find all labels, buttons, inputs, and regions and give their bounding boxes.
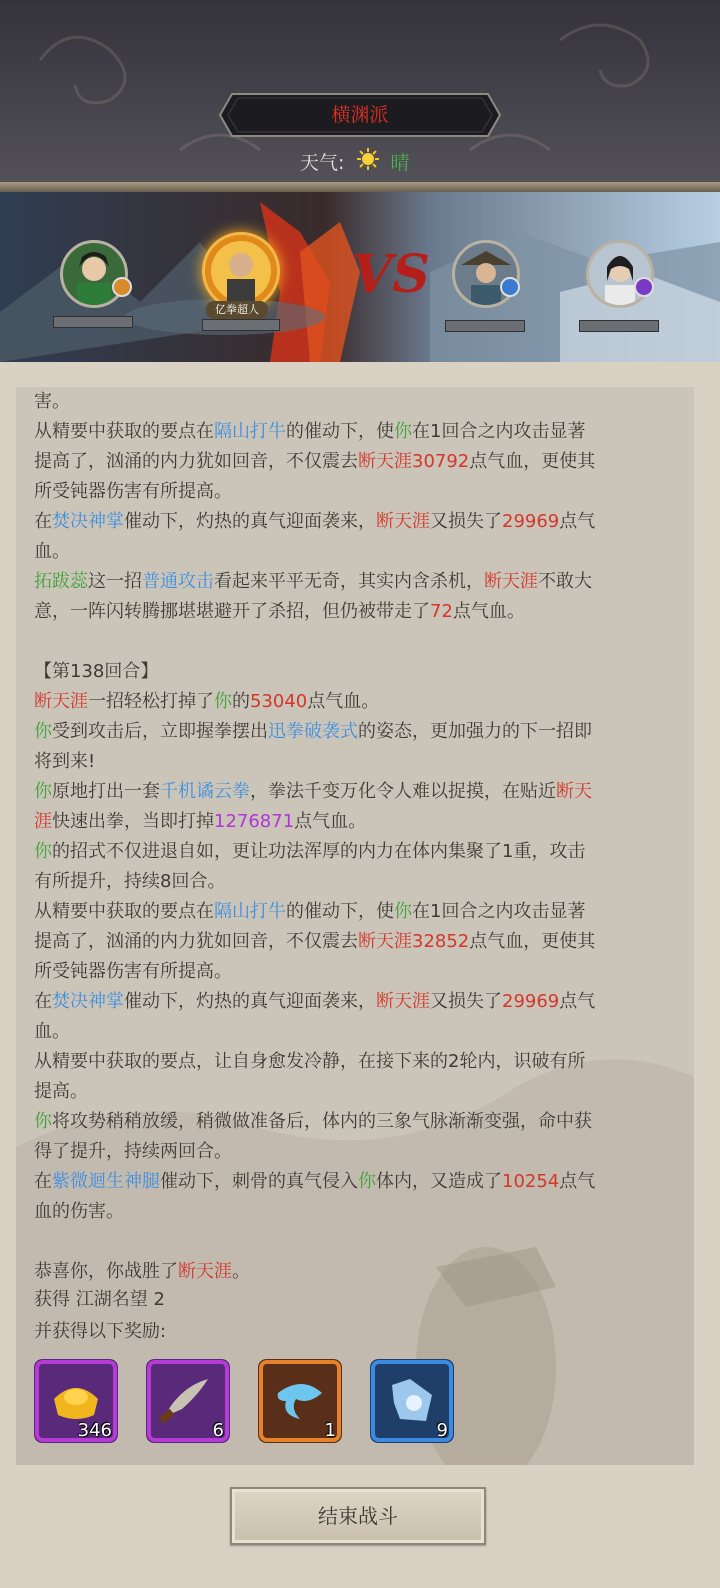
log-segment: ，拳法千变万化令人难以捉摸，在贴近 (250, 781, 556, 802)
log-line (34, 1107, 676, 1137)
log-segment: 29969 (502, 511, 560, 532)
log-segment: 恭喜你，你战胜了 (34, 1261, 178, 1282)
log-segment: 所受钝器伤害有所提高。 (34, 961, 232, 982)
log-segment: 你 (358, 1171, 376, 1192)
log-segment: 点气 (559, 991, 596, 1012)
log-line (34, 867, 676, 897)
log-line (34, 987, 676, 1017)
log-segment: 点气血。 (452, 601, 525, 622)
log-segment: 你 (394, 421, 412, 442)
log-segment: 催动下，刺骨的真气侵入 (160, 1171, 358, 1192)
log-segment: 在1回合之内攻击显著 (412, 421, 586, 442)
log-line (34, 957, 676, 987)
log-segment: 30792 (412, 451, 470, 472)
log-segment: 点气血，更使其 (469, 451, 596, 472)
log-segment: 意，一阵闪转腾挪堪堪避开了杀招，但仍被带走了 (34, 601, 430, 622)
reputation-gain: 获得 江湖名望 2 (34, 1289, 165, 1310)
log-segment: 普通攻击 (142, 571, 214, 592)
log-segment: 断天涯 (376, 991, 430, 1012)
weather-indicator (300, 147, 410, 177)
log-line (34, 687, 676, 717)
end-battle-button[interactable]: 结束战斗 (230, 1487, 486, 1545)
log-line (34, 417, 676, 447)
ally-hp-bar-1 (53, 316, 133, 328)
battle-log-panel[interactable] (16, 387, 694, 1465)
log-segment: 【第138回合】 (34, 661, 159, 682)
weather-value: 晴 (390, 152, 410, 174)
log-segment: 你 (34, 781, 52, 802)
log-segment: 点气血。 (294, 811, 367, 832)
log-segment: 得了提升，持续两回合。 (34, 1141, 232, 1162)
log-segment: 这一招 (88, 571, 142, 592)
log-segment: 点气血。 (307, 691, 380, 712)
header-border (0, 182, 720, 192)
hero-title: 亿拳超人 (206, 301, 268, 319)
log-segment: 提高了，汹涌的内力犹如回音，不仅震去 (34, 931, 358, 952)
reward-item-dagger[interactable] (146, 1359, 230, 1443)
log-line (34, 507, 676, 537)
log-segment: 血的伤害。 (34, 1201, 124, 1222)
log-segment: 53040 (250, 691, 308, 712)
log-line (34, 567, 676, 597)
log-line (34, 1257, 676, 1287)
top-header (0, 0, 720, 190)
hero-hp-bar (202, 319, 280, 331)
log-segment: 在 (34, 1171, 52, 1192)
log-line (34, 747, 676, 777)
weather-label: 天气: (300, 152, 345, 174)
log-segment: 在 (34, 991, 52, 1012)
battle-scene (0, 192, 720, 362)
location-title-plate (218, 92, 502, 138)
log-segment: 千机谲云拳 (160, 781, 250, 802)
log-segment: 又损失了 (430, 991, 502, 1012)
log-line (34, 1017, 676, 1047)
log-segment: 血。 (34, 541, 70, 562)
log-segment: 10254 (502, 1171, 560, 1192)
log-segment: 32852 (412, 931, 470, 952)
reward-item-crystal-shard[interactable] (370, 1359, 454, 1443)
log-segment: 断天涯 (34, 691, 88, 712)
log-segment: 一招轻松打掉了 (88, 691, 214, 712)
element-badge-icon (634, 277, 654, 297)
log-line (34, 1197, 676, 1227)
log-segment: 体内，又造成了 (376, 1171, 502, 1192)
log-segment: 的催动下，使 (286, 901, 394, 922)
log-line (34, 897, 676, 927)
log-segment: 隔山打牛 (214, 901, 286, 922)
enemy-avatar-2[interactable] (586, 240, 654, 308)
log-segment: 断天涯 (484, 571, 538, 592)
log-segment: 点气 (559, 1171, 596, 1192)
log-line (34, 1167, 676, 1197)
log-segment: 的姿态，更加强力的下一招即 (358, 721, 592, 742)
log-segment: 断天涯 (358, 451, 412, 472)
log-line (34, 1047, 676, 1077)
element-badge-icon (112, 277, 132, 297)
log-line (34, 387, 676, 417)
log-line (34, 537, 676, 567)
log-line (34, 837, 676, 867)
item-count: 9 (436, 1420, 448, 1441)
log-segment: 涯 (34, 811, 52, 832)
log-segment: 快速出拳，当即打掉 (52, 811, 214, 832)
enemy-hp-bar-1 (445, 320, 525, 332)
log-segment: 又损失了 (430, 511, 502, 532)
log-segment: 催动下，灼热的真气迎面袭来， (124, 991, 376, 1012)
log-segment: 提高了，汹涌的内力犹如回音，不仅震去 (34, 451, 358, 472)
log-segment: 的 (232, 691, 250, 712)
log-segment: 有所提升，持续8回合。 (34, 871, 226, 892)
log-segment: 焚决神掌 (52, 511, 124, 532)
reward-item-gold-ingot[interactable] (34, 1359, 118, 1443)
log-segment: 受到攻击后，立即握拳摆出 (52, 721, 268, 742)
log-segment: 血。 (34, 1021, 70, 1042)
log-segment: 原地打出一套 (52, 781, 160, 802)
log-line (34, 1137, 676, 1167)
log-segment: 迅拳破袭式 (268, 721, 358, 742)
item-count: 6 (212, 1420, 224, 1441)
location-title: 横渊派 (331, 104, 389, 126)
reward-item-blue-swirl[interactable] (258, 1359, 342, 1443)
log-segment: 你 (34, 721, 52, 742)
log-line (34, 627, 676, 657)
log-segment: 断天涯 (358, 931, 412, 952)
log-line (34, 657, 676, 687)
log-line (34, 447, 676, 477)
log-line (34, 927, 676, 957)
ally-avatar-1[interactable] (60, 240, 128, 308)
log-segment: 害。 (34, 391, 70, 412)
log-segment: 隔山打牛 (214, 421, 286, 442)
log-segment: 不敢大 (538, 571, 592, 592)
active-hero-avatar[interactable] (202, 232, 280, 310)
log-line (34, 1227, 676, 1257)
log-segment: 将到来! (34, 751, 96, 772)
log-segment: 的招式不仅进退自如，更让功法浑厚的内力在体内集聚了1重，攻击 (52, 841, 586, 862)
log-segment: 29969 (502, 991, 560, 1012)
log-segment: 1276871 (214, 811, 295, 832)
log-line (34, 477, 676, 507)
log-segment: 你 (394, 901, 412, 922)
log-line (34, 1077, 676, 1107)
item-count: 346 (77, 1420, 112, 1441)
log-segment: 在 (34, 511, 52, 532)
log-segment: 从精要中获取的要点在 (34, 901, 214, 922)
log-segment: 焚决神掌 (52, 991, 124, 1012)
log-line (34, 777, 676, 807)
log-segment: 你 (34, 1111, 52, 1132)
log-segment: 催动下，灼热的真气迎面袭来， (124, 511, 376, 532)
log-segment: 的催动下，使 (286, 421, 394, 442)
log-segment: 你 (214, 691, 232, 712)
log-segment: 从精要中获取的要点，让自身愈发冷静，在接下来的2轮内，识破有所 (34, 1051, 586, 1072)
sun-icon (356, 147, 380, 180)
rewards-label: 并获得以下奖励: (34, 1321, 167, 1342)
log-segment: 紫微迴生神腿 (52, 1171, 160, 1192)
log-line (34, 717, 676, 747)
battle-log-text (34, 387, 676, 1287)
log-segment: 从精要中获取的要点在 (34, 421, 214, 442)
log-segment: 所受钝器伤害有所提高。 (34, 481, 232, 502)
log-segment: 断天涯 (178, 1261, 232, 1282)
enemy-avatar-1[interactable] (452, 240, 520, 308)
element-badge-icon (500, 277, 520, 297)
log-segment: 将攻势稍稍放缓，稍微做准备后，体内的三象气脉渐渐变强，命中获 (52, 1111, 592, 1132)
log-segment: 。 (232, 1261, 250, 1282)
log-segment: 你 (34, 841, 52, 862)
item-count: 1 (324, 1420, 336, 1441)
vs-text: VS (352, 244, 430, 305)
log-segment: 72 (430, 601, 453, 622)
log-segment: 断天 (556, 781, 592, 802)
log-segment: 拓跋蕊 (34, 571, 88, 592)
log-segment: 断天涯 (376, 511, 430, 532)
log-segment: 点气血，更使其 (469, 931, 596, 952)
log-segment: 看起来平平无奇，其实内含杀机， (214, 571, 484, 592)
log-segment: 提高。 (34, 1081, 88, 1102)
log-segment: 点气 (559, 511, 596, 532)
log-line (34, 807, 676, 837)
enemy-hp-bar-2 (579, 320, 659, 332)
log-line (34, 597, 676, 627)
log-segment: 在1回合之内攻击显著 (412, 901, 586, 922)
